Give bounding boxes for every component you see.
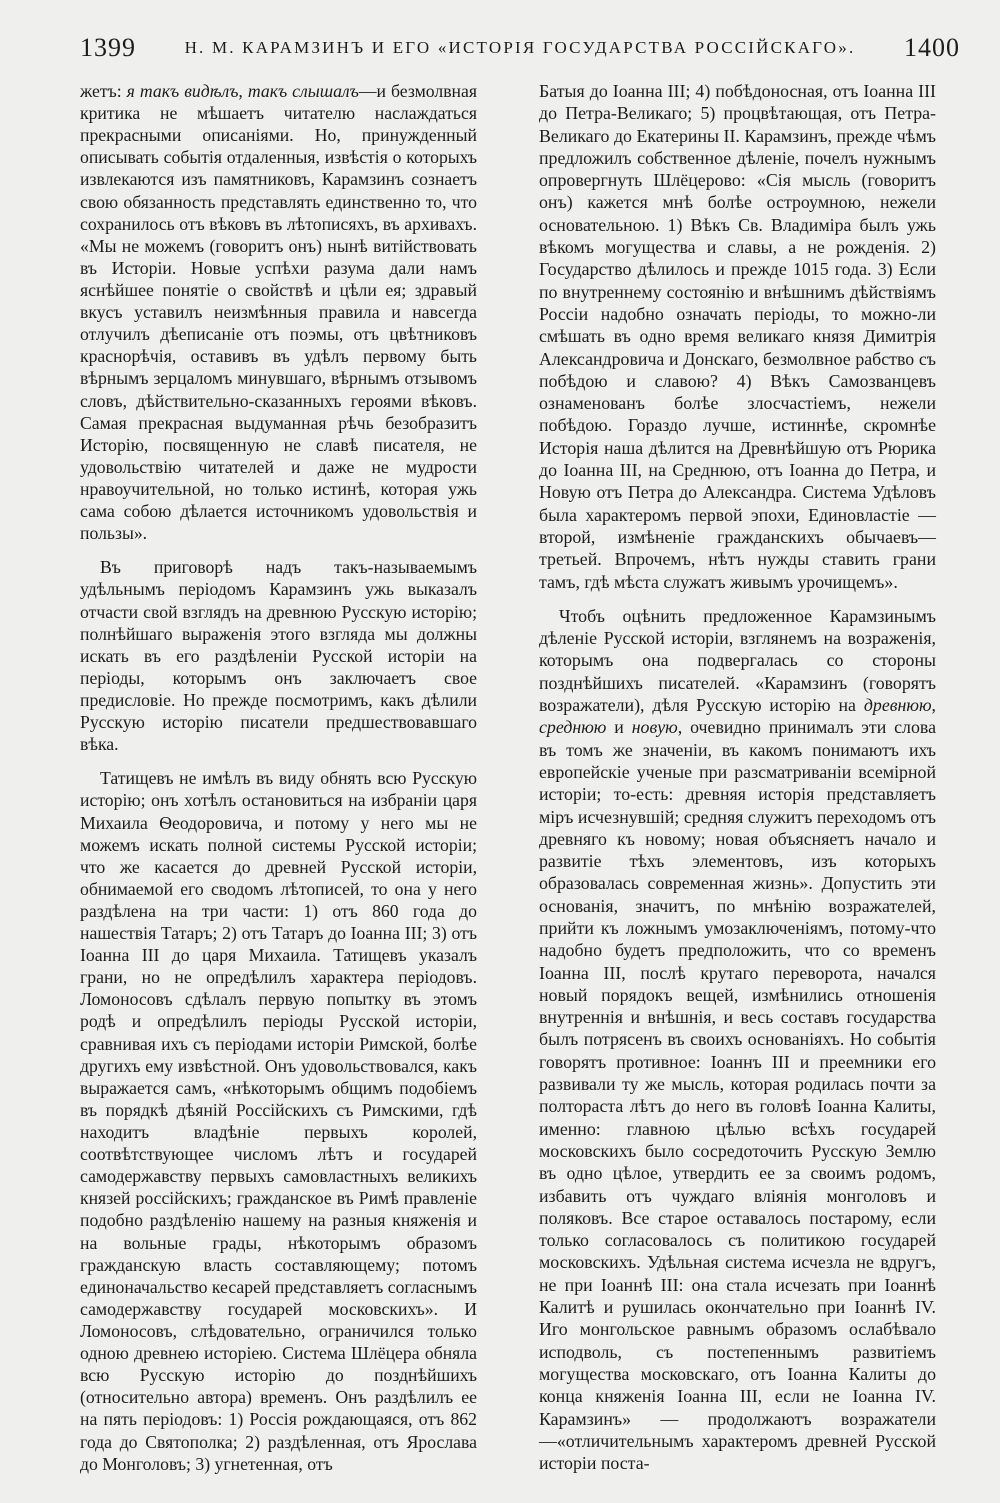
paragraph: [80, 80, 477, 544]
text-run: —и безмолвная критика не мѣшаетъ читателю наслаждаться прекрасными описаніями. Но, принужденный описывать событія отдаленныя, извѣстія о которыхъ извлекаются изъ памятниковъ, Карамзинъ сознаетъ свою обязанность представлять единственно то, что сохранилось отъ вѣковъ въ лѣтописяхъ, въ архивахъ. «Мы не можемъ (говоритъ онъ) нынѣ витійствовать въ Исторіи. Новые успѣхи разума дали намъ яснѣйшее понятіе о свойствѣ и цѣли ея; здравый вкусъ уставилъ неизмѣнныя правила и навсегда отлучилъ дѣеписаніе отъ поэмы, отъ цвѣтниковъ краснорѣчія, оставивъ въ удѣлъ первому быть вѣрнымъ зерцаломъ минувшаго, вѣрнымъ отзывомъ словъ, дѣйствительно-сказанныхъ героями вѣковъ. Самая прекрасная выдуманная рѣчь безобразитъ Исторію, посвященную не славѣ писателя, не удовольствію читателей и даже не мудрости нравоучительной, но только истинѣ, которая ужь сама собою дѣлается источникомъ удовольствія и пользы».: [80, 81, 477, 544]
paragraph: [539, 605, 936, 1475]
italic-text: новую: [631, 717, 678, 738]
paragraph: Въ приговорѣ надъ такъ-называемымъ удѣльнымъ періодомъ Карамзинъ ужь выказалъ отчасти свой взглядъ на древнюю Русскую исторію; полнѣйшаго выраженія этого взгляда мы должны искать въ его раздѣленіи Русской исторіи на періоды, которымъ онъ заключаетъ свое предисловіе. Но прежде посмотримъ, какъ дѣлили Русскую исторію писатели предшествовавшаго вѣка.: [80, 557, 477, 755]
text-run: жетъ:: [80, 81, 127, 101]
paragraph: Татищевъ не имѣлъ въ виду обнять всю Русскую исторію; онъ хотѣлъ остановиться на избраніи царя Михаила Ѳеодоровича, и потому у него мы не можемъ искать полной системы Русской исторіи; что же касается до древней Русской исторіи, обнимаемой его сводомъ лѣтописей, то она у него раздѣлена на три части: 1) отъ 860 года до нашествія Татаръ; 2) отъ Татаръ до Іоанна III; 3) отъ Іоанна III до царя Михаила. Татищевъ указалъ грани, но не опредѣлилъ характера періодовъ. Ломоносовъ сдѣлалъ первую попытку въ этомъ родѣ и опредѣлилъ періоды Русской исторіи, сравнивая ихъ съ періодами исторіи Римской, болѣе другихъ ему извѣстной. Онъ удовольствовался, какъ выражается самъ, «нѣкоторымъ общимъ подобіемъ въ порядкѣ дѣяній Россійскихъ съ Римскими, гдѣ находитъ владѣніе первыхъ королей, соотвѣтствующее числомъ лѣтъ и государей самодержавству первыхъ самовластныхъ великихъ князей россійскихъ; гражданское въ Римѣ правленіе подобно раздѣленію нашему на разныя княженія и на вольные грады, нѣкоторымъ образомъ гражданскую власть составляющему; потомъ единоначальство кесарей представляетъ согласнымъ самодержавству государей московскихъ». И Ломоносовъ, слѣдовательно, ограничился только одною древнею исторіею. Система Шлёцера обняла всю Русскую исторію до позднѣйшихъ (относительно автора) временъ. Онъ раздѣлилъ ее на пять періодовъ: 1) Россія рождающаяся, отъ 862 года до Святополка; 2) раздѣленная, отъ Ярослава до Монголовъ; 3) угнетенная, отъ: [80, 768, 477, 1474]
column-left: [80, 80, 477, 1475]
italic-text: древнюю: [863, 695, 932, 716]
running-header: [80, 33, 960, 69]
italic-text: я такъ видѣлъ, такъ слышалъ: [126, 81, 359, 101]
running-title: Н. М. КАРАМЗИНЪ И ЕГО «ИСТОРІЯ ГОСУДАРСТВА РОССІЙСКАГО».: [184, 38, 856, 57]
paragraph: Батыя до Іоанна III; 4) побѣдоносная, отъ Іоанна III до Петра-Великаго; 5) процвѣтающая, отъ Петра-Великаго до Екатерины II. Карамзинъ, прежде чѣмъ предложилъ собственное дѣленіе, почелъ нужнымъ опровергнуть Шлёцерово: «Сія мысль (говоритъ онъ) кажется мнѣ болѣе остроумною, нежели основательною. 1) Вѣкъ Св. Владиміра былъ ужь вѣкомъ могущества и славы, а не рожденія. 2) Государство дѣлилось и прежде 1015 года. 3) Если по внутреннему состоянію и внѣшнимъ дѣйствіямъ Россіи надобно означать періоды, то можно-ли смѣшать въ одно время великаго князя Димитрія Александровича и Донскаго, безмолвное рабство съ побѣдою и славою? 4) Вѣкъ Самозванцевъ ознаменованъ болѣе злосчастіемъ, нежели побѣдою. Гораздо лучше, истиннѣе, скромнѣе Исторія наша дѣлится на Древнѣйшую отъ Рюрика до Іоанна III, на Среднюю, отъ Іоанна до Петра, и Новую отъ Петра до Александра. Система Удѣловъ была характеромъ первой эпохи, Единовластіе — второй, измѣненіе гражданскихъ обычаевъ—третьей. Впрочемъ, нѣтъ нужды ставить грани тамъ, гдѣ мѣста служатъ живымъ урочищемъ».: [539, 81, 936, 592]
text-run: Чтобъ оцѣнить предложенное Карамзинымъ дѣленіе Русской исторіи, взглянемъ на возраженія, которымъ она подвергалась со стороны позднѣйшихъ писателей. «Карамзинъ (говорятъ возражатели), дѣля Русскую исторію на: [539, 605, 936, 716]
text-run: ,: [931, 695, 936, 716]
text-run: и: [606, 717, 632, 738]
column-right: [539, 80, 936, 1474]
text-run: , очевидно принималъ эти слова въ томъ же значеніи, въ какомъ понимаютъ ихъ европейскіе ученые при разсматриваніи всемірной исторіи; то-есть: древняя исторія представляетъ міръ исчезнувшій; средняя служитъ переходомъ отъ древняго къ новому; новая объясняетъ начало и развитіе тѣхъ элементовъ, изъ которыхъ образовалась современная жизнь». Допустить эти основанія, значитъ, по мнѣнію возражателей, прийти къ ложнымъ умозаключеніямъ, потому-что надобно будетъ предположить, что со временъ Іоанна III, послѣ крутаго переворота, начался новый порядокъ вещей, измѣнились отношенія внутреннія и внѣшнія, и весь составъ государства былъ потрясенъ въ своихъ основаніяхъ. Но событія говорятъ противное: Іоаннъ III и преемники его развивали ту же мысль, которая родилась почти за полтораста лѣтъ до него въ головѣ Іоанна Калиты, именно: главною цѣлью всѣхъ государей московскихъ было сосредоточить Русскую Землю въ одно цѣлое, утвердить ее за своимъ родомъ, избавить отъ чуждаго вліянія монголовъ и поляковъ. Все старое оставалось постарому, если только согласовалось съ политикою государей московскихъ. Удѣльная система исчезла не вдругъ, не при Іоаннѣ III: она стала исчезать при Іоаннѣ Калитѣ и рушилась окончательно при Іоаннѣ IV. Иго монгольское равнымъ образомъ ослабѣвало исподволь, съ постепеннымъ развитіемъ могущества московскаго, отъ Іоанна Калиты до конца княженія Іоанна III, если не Іоанна IV. Карамзинъ» — продолжаютъ возражатели—«отличительнымъ характеромъ древней Русской исторіи поста-: [539, 717, 936, 1474]
page-number-right: 1400: [904, 33, 960, 62]
page-number-left: 1399: [80, 33, 136, 62]
italic-text: среднюю: [539, 717, 607, 738]
